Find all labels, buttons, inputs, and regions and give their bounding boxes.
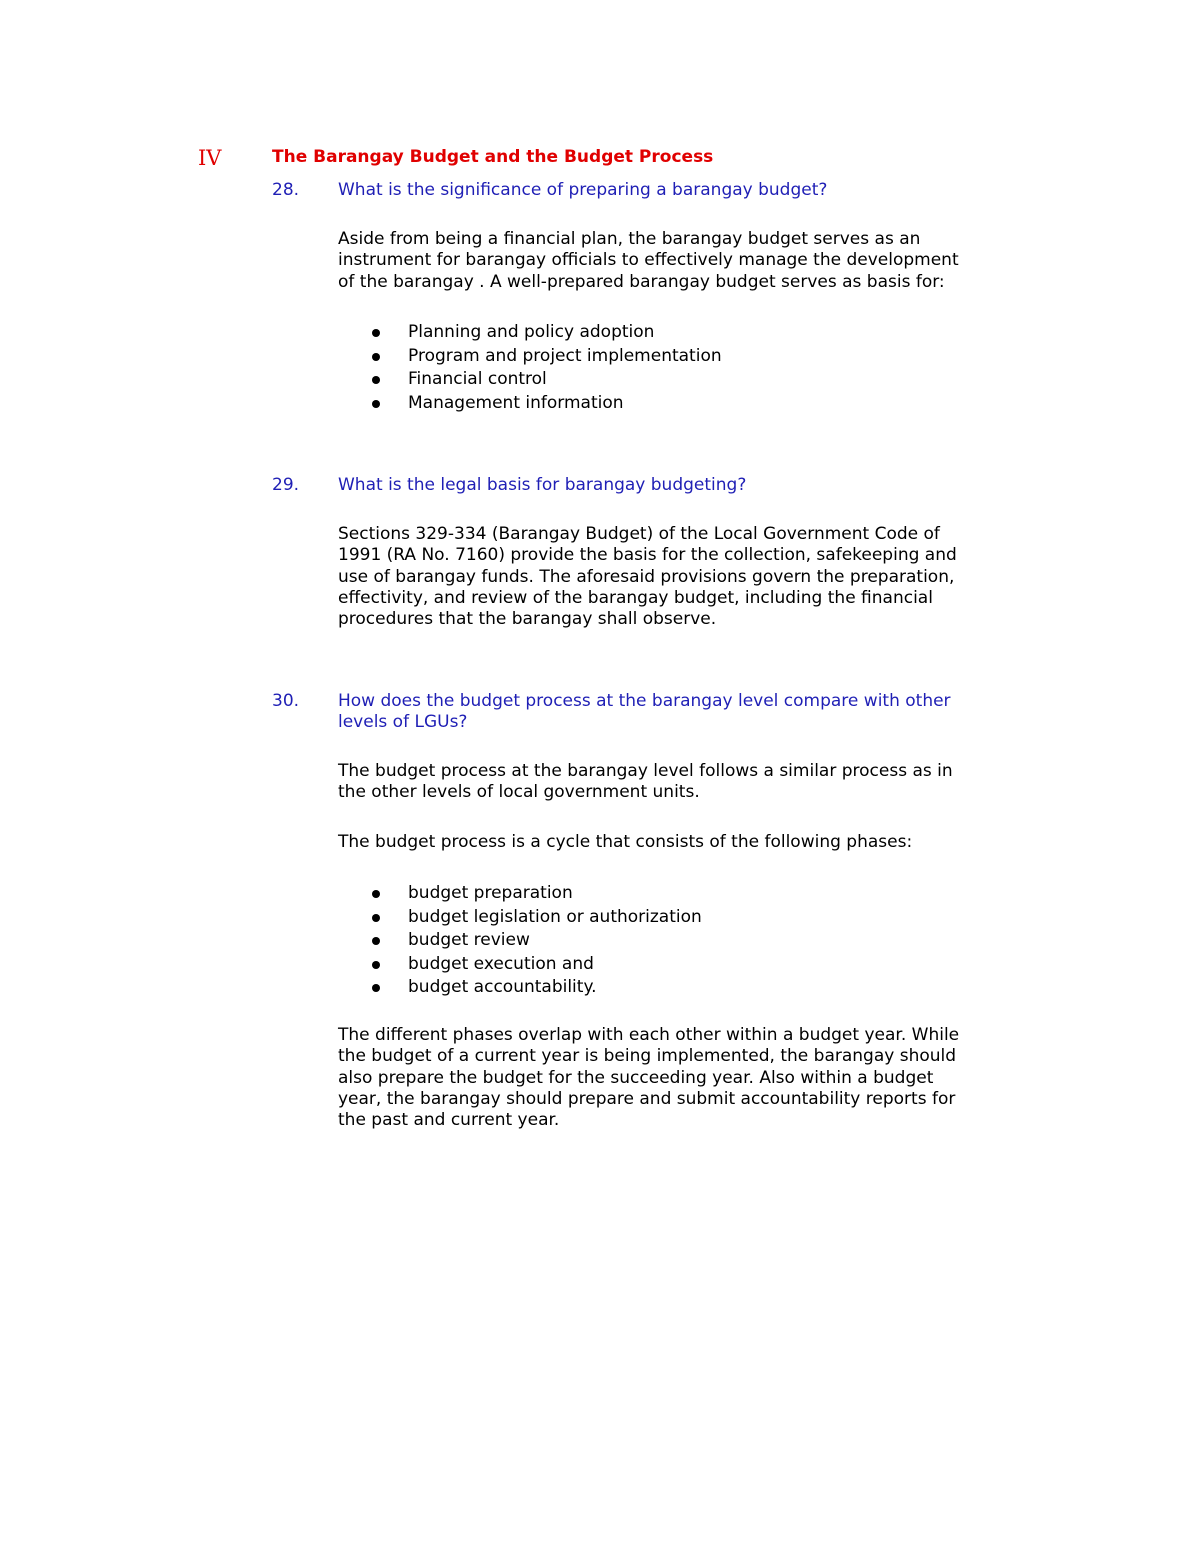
bullet-list-28 [338,321,722,415]
question-number-28: 28. [272,180,300,200]
section-title: The Barangay Budget and the Budget Process [272,147,714,167]
answer-28-line: of the barangay . A well-prepared barangay budget serves as basis for: [338,271,945,292]
question-number-29: 29. [272,475,300,495]
answer-30-overlap [338,1025,998,1131]
question-text-29: What is the legal basis for barangay budgeting? [338,475,747,495]
list-item: budget preparation [338,882,702,906]
answer-29-line: use of barangay funds. The aforesaid provisions govern the preparation, [338,566,955,587]
answer-29-line: procedures that the barangay shall observe. [338,609,717,630]
answer-30-line: The budget process is a cycle that consists of the following phases: [338,832,913,852]
question-30-line: levels of LGUs? [338,712,468,732]
answer-29-line: 1991 (RA No. 7160) provide the basis for the collection, safekeeping and [338,545,957,566]
answer-29-line: Sections 329-334 (Barangay Budget) of the Local Government Code of [338,524,940,544]
question-text-28: What is the significance of preparing a barangay budget? [338,180,828,200]
question-number-30: 30. [272,691,300,711]
answer-30-intro [338,761,998,804]
answer-28-line: instrument for barangay officials to effectively manage the development [338,250,959,271]
question-30-line: How does the budget process at the barangay level compare with other [338,691,951,711]
answer-30-line: the budget of a current year is being implemented, the barangay should [338,1046,957,1067]
list-item: Program and project implementation [338,345,722,369]
answer-28 [338,229,998,293]
answer-28-line: Aside from being a financial plan, the barangay budget serves as an [338,229,921,249]
list-item: budget review [338,929,702,953]
list-item: budget accountability. [338,976,702,1000]
bullet-list-30 [338,882,702,1000]
list-item: budget legislation or authorization [338,906,702,930]
question-text-30 [338,691,998,733]
list-item: Management information [338,392,722,416]
section-number: IV [198,146,222,170]
answer-30-line: also prepare the budget for the succeeding year. Also within a budget [338,1067,934,1088]
list-item: Financial control [338,368,722,392]
answer-30-line: The budget process at the barangay level follows a similar process as in [338,761,953,781]
answer-30-line: the other levels of local government units. [338,782,700,803]
answer-30-line: The different phases overlap with each other within a budget year. While [338,1025,960,1045]
list-item: budget execution and [338,953,702,977]
answer-29-line: effectivity, and review of the barangay budget, including the financial [338,587,933,608]
answer-30-cycle [338,832,998,853]
answer-30-line: year, the barangay should prepare and submit accountability reports for [338,1088,956,1109]
list-item: Planning and policy adoption [338,321,722,345]
answer-30-line: the past and current year. [338,1110,560,1131]
answer-29 [338,524,998,630]
